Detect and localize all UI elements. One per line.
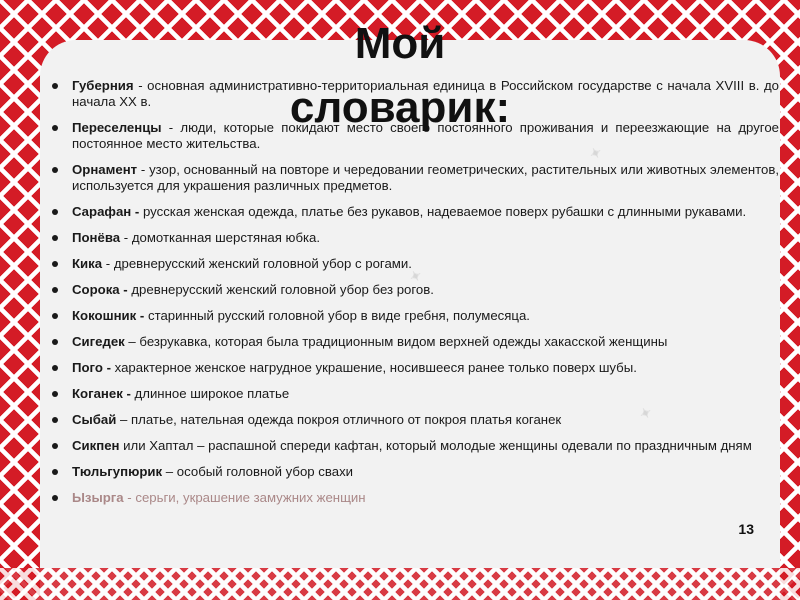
- glossary-term: Сигедек: [72, 334, 125, 349]
- glossary-entry: [52, 308, 779, 324]
- glossary-entry: [52, 438, 779, 454]
- glossary-term: Ызырга: [72, 490, 124, 505]
- ornament-border-bottom: [0, 568, 800, 600]
- glossary-entry: [52, 490, 779, 506]
- bullet-icon: [52, 495, 58, 501]
- glossary-definition: - древнерусский женский головной убор с рогами.: [102, 256, 412, 271]
- glossary-definition: русская женская одежда, платье без рукавов, надеваемое поверх рубашки с длинными рукавами.: [139, 204, 747, 219]
- glossary-term: Губерния: [72, 78, 134, 93]
- glossary-definition: древнерусский женский головной убор без рогов.: [127, 282, 434, 297]
- glossary-entry: [52, 230, 779, 246]
- glossary-definition: или Хаптал – распашной спереди кафтан, который молодые женщины одевали по праздничным дням: [119, 438, 752, 453]
- bullet-icon: [52, 365, 58, 371]
- watermark-icon: ✦: [586, 143, 605, 163]
- glossary-list: [52, 78, 779, 516]
- glossary-definition: - люди, которые покидают место своего постоянного проживания и переезжающие на другое постоянное место жительства.: [72, 120, 779, 151]
- glossary-entry: [52, 360, 779, 376]
- glossary-entry: [52, 204, 779, 220]
- bullet-icon: [52, 443, 58, 449]
- bullet-icon: [52, 469, 58, 475]
- bullet-icon: [52, 287, 58, 293]
- glossary-term: Кика: [72, 256, 103, 271]
- glossary-entry: [52, 412, 779, 428]
- glossary-definition: характерное женское нагрудное украшение, носившееся ранее только поверх шубы.: [110, 360, 637, 375]
- bullet-icon: [52, 391, 58, 397]
- glossary-entry: [52, 386, 779, 402]
- slide-title-line-2: словарик:: [289, 83, 511, 132]
- glossary-term: Тюльгупюрик: [72, 464, 163, 479]
- bullet-icon: [52, 417, 58, 423]
- page-number: 13: [738, 521, 754, 537]
- watermark-icon: ✦: [636, 403, 655, 423]
- bullet-icon: [52, 339, 58, 345]
- glossary-term: Кокошник -: [72, 308, 145, 323]
- glossary-term: Сыбай: [72, 412, 117, 427]
- glossary-term: Сикпен: [72, 438, 120, 453]
- glossary-entry: [52, 282, 779, 298]
- glossary-entry: [52, 256, 779, 272]
- glossary-entry: [52, 334, 779, 350]
- glossary-definition: – особый головной убор свахи: [162, 464, 354, 479]
- glossary-definition: - серьги, украшение замужних женщин: [123, 490, 366, 505]
- glossary-term: Переселенцы: [72, 120, 162, 135]
- glossary-definition: - домотканная шерстяная юбка.: [120, 230, 321, 245]
- glossary-entry: [52, 464, 779, 480]
- bullet-icon: [52, 313, 58, 319]
- glossary-term: Орнамент: [72, 162, 138, 177]
- glossary-definition: длинное широкое платье: [130, 386, 290, 401]
- bullet-icon: [52, 261, 58, 267]
- glossary-definition: - основная административно-территориальная единица в Российском государстве с начала XVIII в. до начала XX в.: [72, 78, 779, 109]
- glossary-definition: – платье, нательная одежда покроя отличного от покроя платья коганек: [116, 412, 562, 427]
- glossary-term: Сорока -: [72, 282, 128, 297]
- glossary-definition: - узор, основанный на повторе и чередовании геометрических, растительных или животных элементов, используется для украшения различных предметов.: [72, 162, 779, 193]
- glossary-term: Коганек -: [72, 386, 131, 401]
- bullet-icon: [52, 235, 58, 241]
- bullet-icon: [52, 167, 58, 173]
- glossary-term: Пого -: [72, 360, 111, 375]
- glossary-entry: [52, 162, 779, 194]
- glossary-term: Сарафан -: [72, 204, 140, 219]
- bullet-icon: [52, 209, 58, 215]
- watermark-icon: ✦: [406, 266, 425, 286]
- glossary-definition: – безрукавка, которая была традиционным видом верхней одежды хакасской женщины: [124, 334, 668, 349]
- glossary-term: Понёва: [72, 230, 121, 245]
- glossary-definition: старинный русский головной убор в виде гребня, полумесяца.: [144, 308, 530, 323]
- slide-title-line-1: Мой: [354, 19, 446, 68]
